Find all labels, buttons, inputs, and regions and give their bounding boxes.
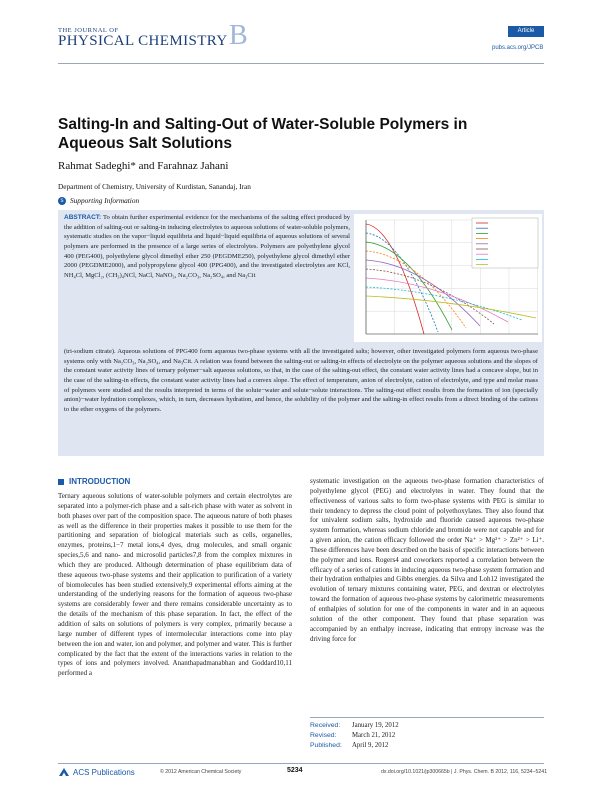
section-bullet-icon (58, 479, 64, 485)
published-row (310, 741, 399, 751)
copyright-notice: © 2012 American Chemical Society (160, 769, 242, 775)
introduction-heading-label: INTRODUCTION (69, 477, 131, 486)
chart-legend (472, 218, 538, 268)
journal-url-link[interactable]: pubs.acs.org/JPCB (492, 45, 544, 51)
journal-section-letter: B (229, 20, 248, 51)
toc-graphic-chart (354, 214, 542, 342)
supporting-info-link[interactable] (58, 196, 139, 205)
abstract-label: ABSTRACT: (64, 214, 102, 221)
received-label: Received: (310, 722, 341, 729)
page-number: 5234 (287, 767, 303, 774)
revised-row (310, 731, 399, 741)
revised-label: Revised: (310, 732, 337, 739)
abstract-text-b: (tri-sodium citrate). Aqueous solutions of PPG400 form aqueous two-phase systems with all the investigated salts; however, other investigated polymers form aqueous two-phase systems only with Na₂CO₃, Na₂SO₄, and Na₃Cit. A relation was found between the salting-out or salting-in effects of electrolyte on the polymer aqueous solutions and the slopes of the constant water activity lines of ternary polymer−salt aqueous solutions, so that, in the case of the salting-out effect, the constant water activity lines had a concave slope, but in the case of the salting-in effects, the constant water activity lines had a convex slope. The effect of temperature, anion of electrolyte, cation of electrolyte, and type and molar mass of polymers were studied and the results interpreted in terms of the solute−water and solute−solute interactions. The salting-out effect results from the formation of ion (specially anion)−water hydration complexes, which, in turn, decreases hydration, and hence, the solubility of the polymer and the salting-in effect results from a direct binding of the cations to the ether oxygens of the polymers. (64, 348, 538, 413)
supporting-info-icon: s (58, 197, 66, 205)
published-label: Published: (310, 742, 342, 749)
received-date: January 19, 2012 (352, 722, 399, 729)
introduction-heading (58, 477, 130, 486)
article-type-badge: Article (508, 26, 544, 37)
abstract-text-a: To obtain further experimental evidence for the mechanisms of the salting effect produced by the addition of salting-out or salting-in inducing electrolytes to aqueous solutions of water-soluble polymers, systematic studies on the vapor−liquid equilibria and liquid−liquid equilibria of aqueous solutions of several polymers are performed in the presence of a large series of electrolytes. Polymers are polyethylene glycol 400 (PEG400), polyethylene glycol dimethyl ether 250 (PEGDME250), polyethylene glycol dimethyl ether 2000 (PEGDME2000), and polypropylene glycol 400 (PPG400), and the investigated electrolytes are KCl, NH₄Cl, MgCl₂, (CH₃)₄NCl, NaCl, NaNO₃, Na₂CO₃, Na₂SO₄, and Na₃Cit (64, 214, 350, 279)
publisher-name: ACS Publications (73, 767, 135, 777)
acs-publications-logo[interactable] (58, 767, 135, 777)
intro-right-column: systematic investigation on the aqueous two-phase formation characteristics of polyethylene glycol (PEG) and electrolytes in water. They found that the effectiveness of various salts to form two-phase systems with PEG is similar to their tendency to depress the cloud point of polyethoxylates. They also found that for univalent sodium salts, hydroxide and fluoride caused aqueous two-phase system formation, whereas sodium chloride and bromide were not capable and for a given anion, the cation efficacy followed the order Na⁺ > Mg²⁺ > Zn²⁺ > Li⁺. These differences have been described on the basis of specific interactions between the polymer and ions. Rogers4 and coworkers reported a correlation between the efficacy of a series of cations in inducing aqueous two-phase system formation and their hydration enthalpies and Gibbs energies. da Silva and Loh12 investigated the evolution of ternary mixtures containing water, PEG, and dextran or electrolytes toward the formation of aqueous two-phase systems by calorimetric measurements of enthalpies of solution for one of the components in water and in an aqueous solution of the other component. They found that phase separation was accompanied by an enthalpy increase, indicating that entropy increase was the driving force for (310, 477, 544, 643)
article-title: Salting-In and Salting-Out of Water-Soluble Polymers in Aqueous Salt Solutions (58, 116, 468, 152)
header-divider (58, 63, 544, 64)
intro-left-column: Ternary aqueous solutions of water-soluble polymers and certain electrolytes are separated into a polymer-rich phase and a salt-rich phase with water as solvent in both phases over part of the composition space. The aqueous nature of both phases as well as the difference in their properties makes it possible to use them for the partitioning and separation of biological materials such as cells, organelles, enzymes, proteins,1−7 metal ions,4 dyes, drug molecules, and small organic species,5,6 and nano- and microsolid particles7,8 from the complex mixtures in which they are produced. Although determination of phase equilibrium data of these aqueous two-phase systems and their application to purification of a variety of biomolecules has been studied extensively,9 experimental efforts aiming at the understanding of the underlying reasons for the formation of aqueous two-phase systems are considerably fewer and there remains considerable uncertainty as to the details of the mechanism of this phase separation. In fact, the effect of the addition of salts on solutions of polymers is very complex, primarily because a large number of different types of intermolecular interactions come into play between the ion and water, ion and polymer, and polymer and water. This is further complicated by the fact that the extent of the interactions varies in relation to the types of ions and polymers involved. Ananthapadmanabhan and Goddard10,11 performed a (58, 492, 292, 678)
article-authors: Rahmat Sadeghi* and Farahnaz Jahani (58, 160, 229, 172)
revised-date: March 21, 2012 (352, 732, 396, 739)
published-date: April 9, 2012 (352, 742, 389, 749)
doi-citation-link[interactable]: dx.doi.org/10.1021/jp300665b | J. Phys. Chem. B 2012, 116, 5234−5241 (381, 769, 548, 775)
journal-name: PHYSICAL CHEMISTRY (58, 33, 228, 49)
history-divider (310, 717, 544, 718)
abstract-text-top (64, 213, 350, 281)
footer-divider (58, 763, 544, 764)
article-history (310, 721, 399, 751)
received-row (310, 721, 399, 731)
acs-logo-icon (58, 767, 70, 777)
supporting-info-label: Supporting Information (70, 196, 140, 205)
author-affiliation: Department of Chemistry, University of Kurdistan, Sanandaj, Iran (58, 182, 251, 191)
journal-prefix: THE JOURNAL OF (58, 27, 119, 34)
